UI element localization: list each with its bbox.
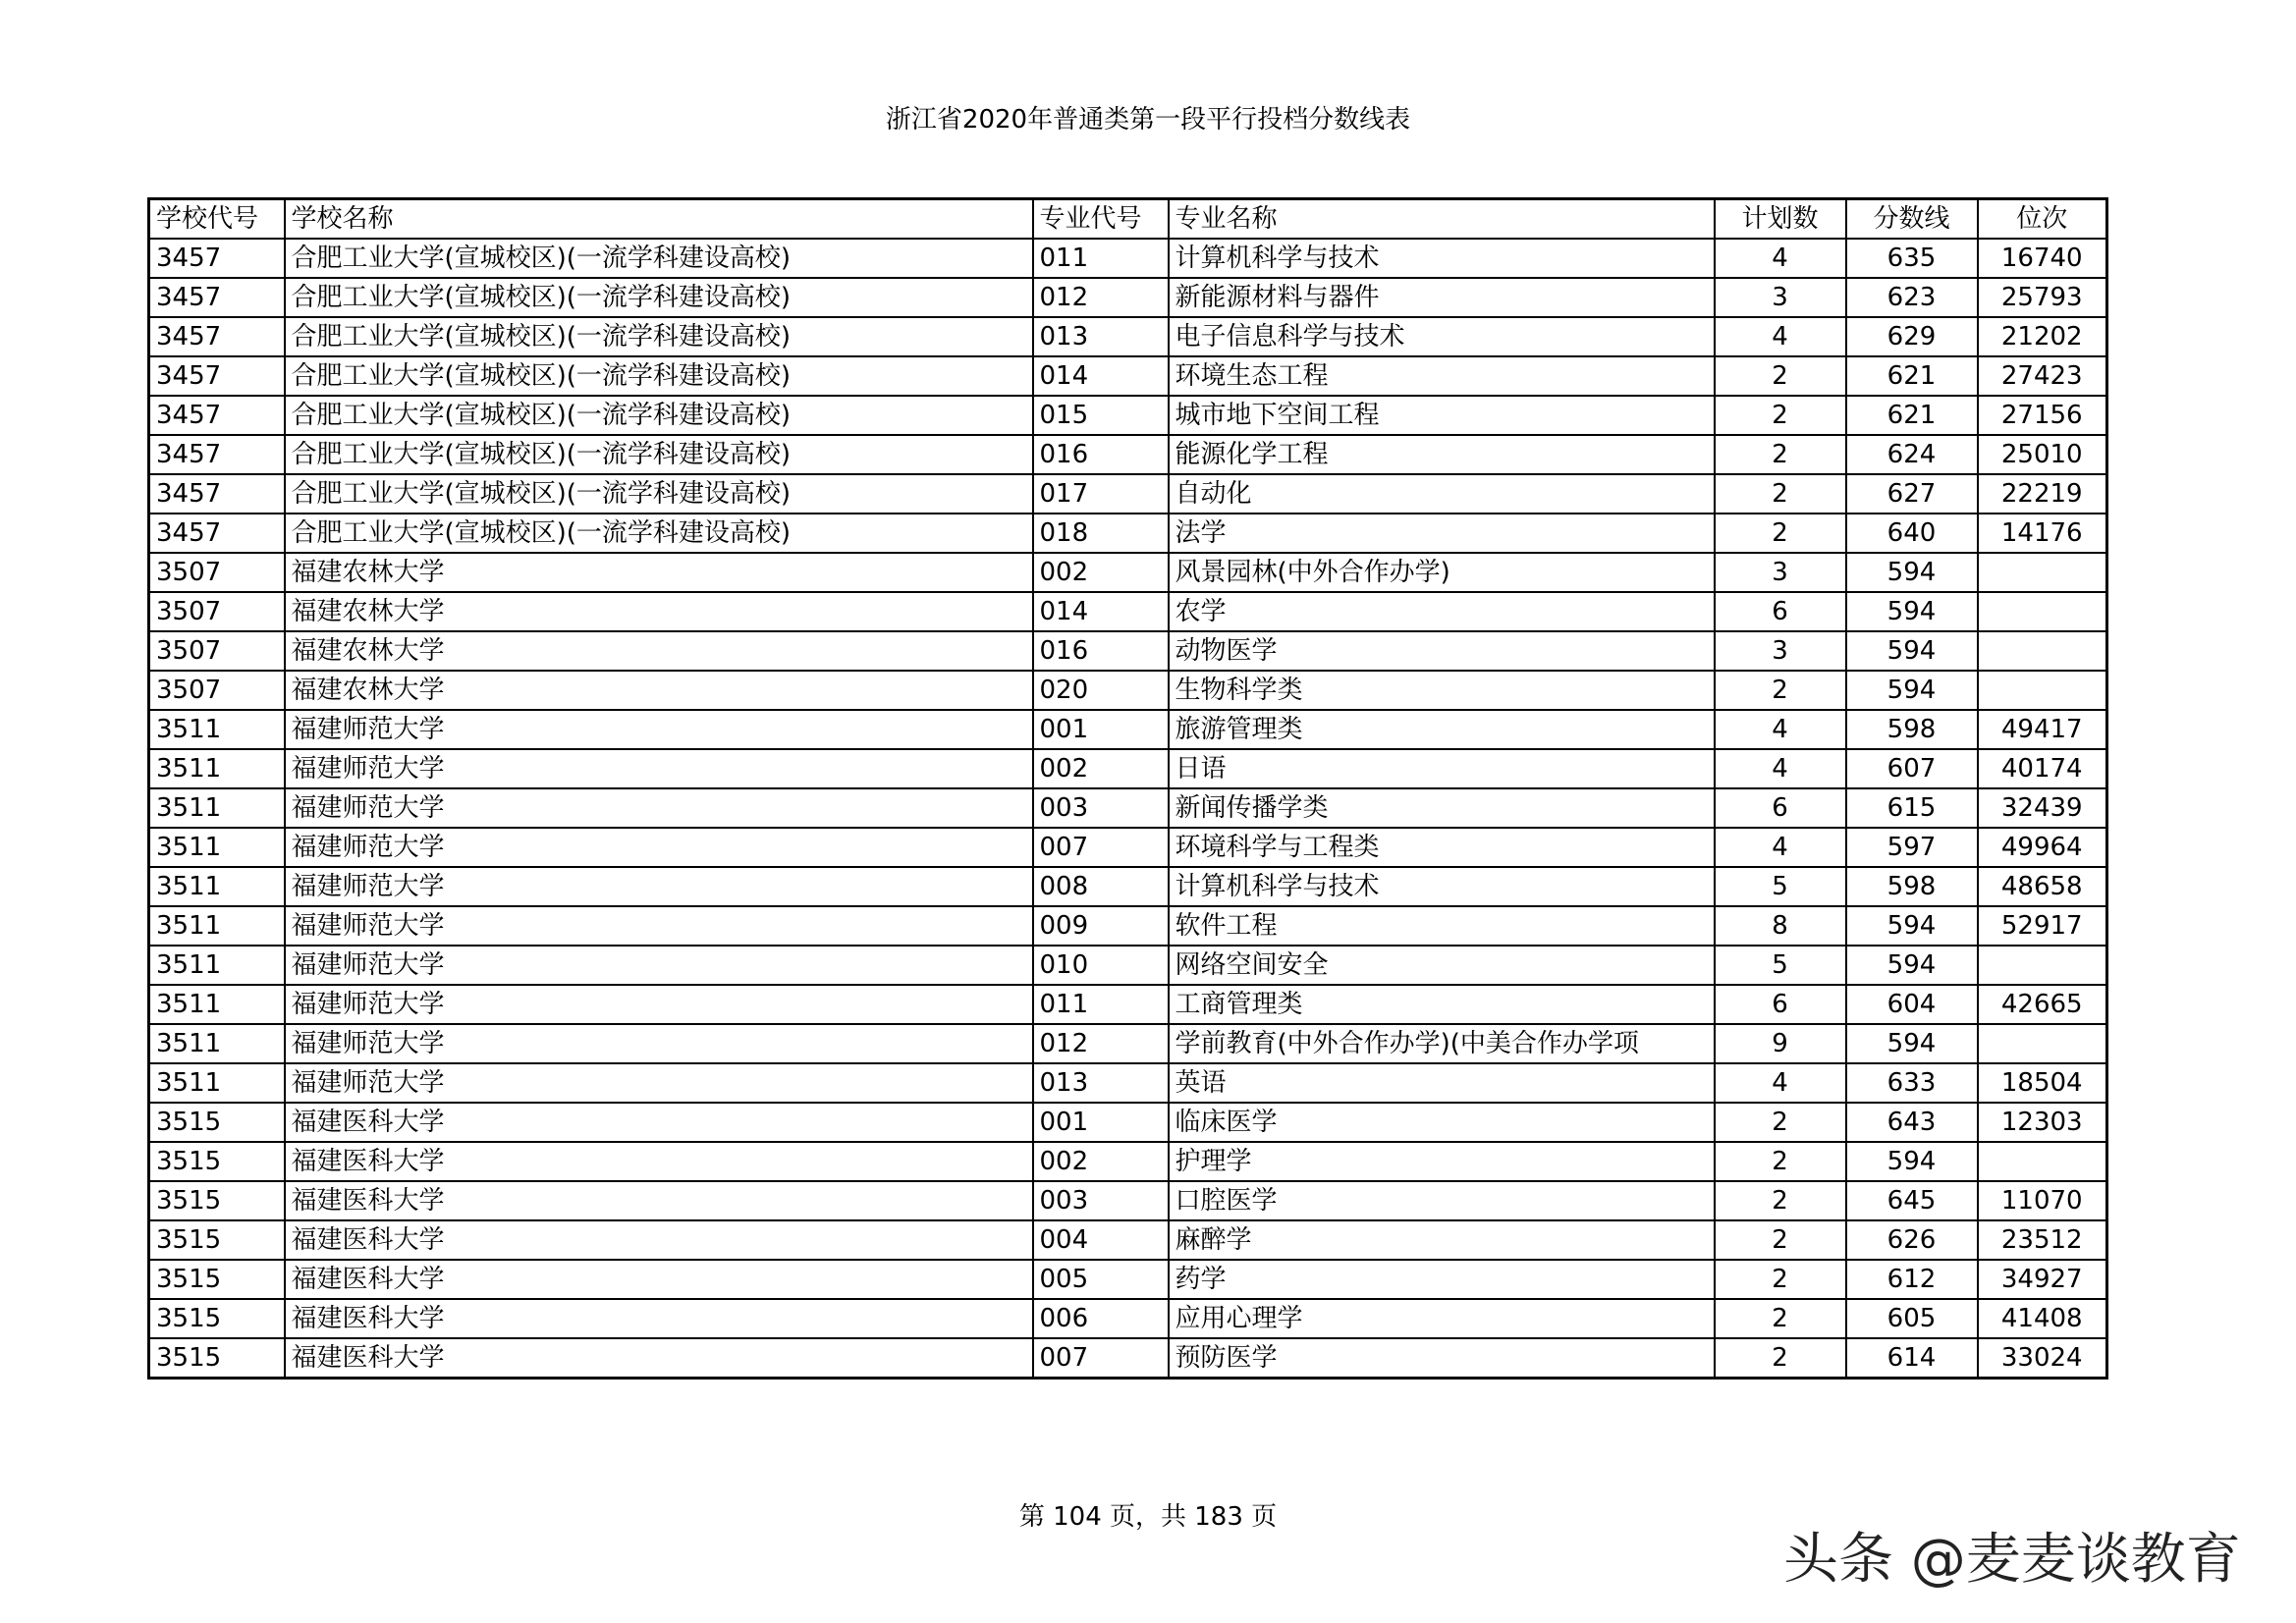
cell-score-line: 594 — [1846, 631, 1978, 671]
cell-major-code: 009 — [1033, 906, 1169, 946]
table-row — [149, 1024, 2107, 1063]
cell-score-line: 594 — [1846, 946, 1978, 985]
cell-school-code: 3457 — [149, 435, 285, 474]
cell-plan-count: 4 — [1715, 317, 1846, 356]
cell-major-name: 法学 — [1169, 514, 1715, 553]
cell-school-name: 福建医科大学 — [285, 1103, 1033, 1142]
column-header-major-code: 专业代号 — [1033, 199, 1169, 240]
cell-major-name: 计算机科学与技术 — [1169, 239, 1715, 278]
column-header-score-line: 分数线 — [1846, 199, 1978, 240]
cell-school-name: 福建农林大学 — [285, 553, 1033, 592]
cell-rank: 41408 — [1978, 1299, 2107, 1338]
cell-plan-count: 6 — [1715, 788, 1846, 828]
cell-score-line: 621 — [1846, 396, 1978, 435]
table-row — [149, 867, 2107, 906]
cell-plan-count: 3 — [1715, 631, 1846, 671]
cell-score-line: 635 — [1846, 239, 1978, 278]
cell-plan-count: 6 — [1715, 592, 1846, 631]
cell-major-name: 软件工程 — [1169, 906, 1715, 946]
cell-plan-count: 2 — [1715, 356, 1846, 396]
cell-score-line: 594 — [1846, 1142, 1978, 1181]
cell-school-code: 3457 — [149, 356, 285, 396]
cell-school-name: 合肥工业大学(宣城校区)(一流学科建设高校) — [285, 278, 1033, 317]
cell-school-name: 福建师范大学 — [285, 1063, 1033, 1103]
table-row — [149, 946, 2107, 985]
cell-major-code: 007 — [1033, 828, 1169, 867]
cell-major-name: 工商管理类 — [1169, 985, 1715, 1024]
cell-score-line: 633 — [1846, 1063, 1978, 1103]
cell-school-code: 3511 — [149, 867, 285, 906]
cell-school-code: 3507 — [149, 671, 285, 710]
cell-rank: 21202 — [1978, 317, 2107, 356]
table-row — [149, 906, 2107, 946]
table-row — [149, 1103, 2107, 1142]
cell-major-code: 006 — [1033, 1299, 1169, 1338]
cell-score-line: 594 — [1846, 671, 1978, 710]
cell-major-code: 014 — [1033, 356, 1169, 396]
cell-plan-count: 5 — [1715, 946, 1846, 985]
cell-major-code: 008 — [1033, 867, 1169, 906]
cell-major-name: 学前教育(中外合作办学)(中美合作办学项 — [1169, 1024, 1715, 1063]
cell-major-name: 应用心理学 — [1169, 1299, 1715, 1338]
cell-major-name: 护理学 — [1169, 1142, 1715, 1181]
cell-school-name: 福建医科大学 — [285, 1260, 1033, 1299]
cell-score-line: 621 — [1846, 356, 1978, 396]
cell-rank: 48658 — [1978, 867, 2107, 906]
cell-major-name: 环境科学与工程类 — [1169, 828, 1715, 867]
cell-rank: 27156 — [1978, 396, 2107, 435]
cell-major-name: 电子信息科学与技术 — [1169, 317, 1715, 356]
cell-score-line: 604 — [1846, 985, 1978, 1024]
cell-school-name: 福建师范大学 — [285, 828, 1033, 867]
cell-score-line: 626 — [1846, 1220, 1978, 1260]
cell-score-line: 629 — [1846, 317, 1978, 356]
cell-plan-count: 4 — [1715, 239, 1846, 278]
cell-major-code: 011 — [1033, 985, 1169, 1024]
cell-plan-count: 2 — [1715, 1260, 1846, 1299]
cell-major-name: 麻醉学 — [1169, 1220, 1715, 1260]
table-row — [149, 788, 2107, 828]
cell-major-name: 农学 — [1169, 592, 1715, 631]
table-row — [149, 1260, 2107, 1299]
cell-rank: 33024 — [1978, 1338, 2107, 1379]
cell-score-line: 605 — [1846, 1299, 1978, 1338]
cell-school-code: 3515 — [149, 1260, 285, 1299]
cell-school-name: 福建师范大学 — [285, 946, 1033, 985]
cell-major-code: 004 — [1033, 1220, 1169, 1260]
table-row — [149, 317, 2107, 356]
table-row — [149, 710, 2107, 749]
cell-school-code: 3515 — [149, 1103, 285, 1142]
table-row — [149, 396, 2107, 435]
cell-rank: 25010 — [1978, 435, 2107, 474]
table-row — [149, 592, 2107, 631]
cell-major-code: 020 — [1033, 671, 1169, 710]
column-header-school-name: 学校名称 — [285, 199, 1033, 240]
cell-school-name: 福建师范大学 — [285, 985, 1033, 1024]
cell-school-code: 3511 — [149, 788, 285, 828]
cell-score-line: 623 — [1846, 278, 1978, 317]
cell-major-name: 生物科学类 — [1169, 671, 1715, 710]
cell-score-line: 594 — [1846, 553, 1978, 592]
cell-rank: 25793 — [1978, 278, 2107, 317]
table-row — [149, 671, 2107, 710]
cell-major-name: 城市地下空间工程 — [1169, 396, 1715, 435]
table-row — [149, 1299, 2107, 1338]
cell-major-name: 旅游管理类 — [1169, 710, 1715, 749]
cell-rank — [1978, 1024, 2107, 1063]
cell-rank: 52917 — [1978, 906, 2107, 946]
cell-school-code: 3515 — [149, 1220, 285, 1260]
cell-rank: 18504 — [1978, 1063, 2107, 1103]
cell-plan-count: 3 — [1715, 278, 1846, 317]
column-header-school-code: 学校代号 — [149, 199, 285, 240]
cell-rank: 27423 — [1978, 356, 2107, 396]
cell-school-name: 福建医科大学 — [285, 1299, 1033, 1338]
table-row — [149, 435, 2107, 474]
cell-school-code: 3515 — [149, 1142, 285, 1181]
cell-major-code: 013 — [1033, 317, 1169, 356]
cell-rank: 23512 — [1978, 1220, 2107, 1260]
cell-major-name: 风景园林(中外合作办学) — [1169, 553, 1715, 592]
table-row — [149, 474, 2107, 514]
cell-plan-count: 2 — [1715, 396, 1846, 435]
table-body — [149, 239, 2107, 1379]
cell-school-code: 3515 — [149, 1299, 285, 1338]
cell-rank — [1978, 553, 2107, 592]
cell-score-line: 594 — [1846, 1024, 1978, 1063]
cell-school-code: 3457 — [149, 317, 285, 356]
score-table — [147, 197, 2108, 1380]
cell-major-code: 012 — [1033, 1024, 1169, 1063]
cell-major-code: 010 — [1033, 946, 1169, 985]
cell-major-code: 002 — [1033, 1142, 1169, 1181]
cell-major-code: 002 — [1033, 553, 1169, 592]
cell-rank — [1978, 1142, 2107, 1181]
cell-school-name: 福建师范大学 — [285, 867, 1033, 906]
cell-score-line: 614 — [1846, 1338, 1978, 1379]
cell-school-name: 福建师范大学 — [285, 1024, 1033, 1063]
page-title: 浙江省2020年普通类第一段平行投档分数线表 — [885, 105, 1411, 135]
cell-plan-count: 2 — [1715, 1220, 1846, 1260]
cell-rank: 22219 — [1978, 474, 2107, 514]
table-row — [149, 278, 2107, 317]
cell-school-name: 福建医科大学 — [285, 1181, 1033, 1220]
cell-school-name: 合肥工业大学(宣城校区)(一流学科建设高校) — [285, 474, 1033, 514]
cell-plan-count: 2 — [1715, 1338, 1846, 1379]
cell-major-code: 011 — [1033, 239, 1169, 278]
table-row — [149, 1063, 2107, 1103]
cell-major-name: 新能源材料与器件 — [1169, 278, 1715, 317]
cell-school-name: 合肥工业大学(宣城校区)(一流学科建设高校) — [285, 396, 1033, 435]
cell-rank: 12303 — [1978, 1103, 2107, 1142]
table-row — [149, 749, 2107, 788]
cell-rank — [1978, 592, 2107, 631]
cell-school-code: 3457 — [149, 514, 285, 553]
cell-school-code: 3511 — [149, 946, 285, 985]
cell-score-line: 594 — [1846, 906, 1978, 946]
table-row — [149, 631, 2107, 671]
cell-school-name: 福建师范大学 — [285, 710, 1033, 749]
cell-major-name: 环境生态工程 — [1169, 356, 1715, 396]
table-row — [149, 1181, 2107, 1220]
cell-school-code: 3515 — [149, 1338, 285, 1379]
table-row — [149, 828, 2107, 867]
cell-school-code: 3507 — [149, 631, 285, 671]
cell-plan-count: 4 — [1715, 828, 1846, 867]
cell-major-name: 英语 — [1169, 1063, 1715, 1103]
cell-school-code: 3511 — [149, 985, 285, 1024]
cell-school-code: 3511 — [149, 1024, 285, 1063]
cell-major-code: 015 — [1033, 396, 1169, 435]
cell-plan-count: 2 — [1715, 671, 1846, 710]
cell-score-line: 624 — [1846, 435, 1978, 474]
table-row — [149, 239, 2107, 278]
cell-plan-count: 8 — [1715, 906, 1846, 946]
cell-rank: 14176 — [1978, 514, 2107, 553]
cell-school-name: 福建农林大学 — [285, 592, 1033, 631]
cell-score-line: 645 — [1846, 1181, 1978, 1220]
column-header-major-name: 专业名称 — [1169, 199, 1715, 240]
cell-major-code: 014 — [1033, 592, 1169, 631]
cell-rank — [1978, 671, 2107, 710]
cell-school-name: 合肥工业大学(宣城校区)(一流学科建设高校) — [285, 317, 1033, 356]
cell-school-code: 3511 — [149, 710, 285, 749]
cell-school-name: 合肥工业大学(宣城校区)(一流学科建设高校) — [285, 356, 1033, 396]
cell-school-code: 3457 — [149, 474, 285, 514]
cell-rank: 40174 — [1978, 749, 2107, 788]
cell-rank: 42665 — [1978, 985, 2107, 1024]
table-row — [149, 553, 2107, 592]
cell-major-name: 网络空间安全 — [1169, 946, 1715, 985]
cell-school-name: 福建农林大学 — [285, 671, 1033, 710]
cell-plan-count: 3 — [1715, 553, 1846, 592]
column-header-plan-count: 计划数 — [1715, 199, 1846, 240]
cell-score-line: 615 — [1846, 788, 1978, 828]
cell-plan-count: 2 — [1715, 435, 1846, 474]
cell-score-line: 597 — [1846, 828, 1978, 867]
cell-major-name: 动物医学 — [1169, 631, 1715, 671]
table-header-row — [149, 199, 2107, 240]
cell-rank — [1978, 946, 2107, 985]
cell-school-code: 3515 — [149, 1181, 285, 1220]
cell-plan-count: 2 — [1715, 1299, 1846, 1338]
cell-plan-count: 4 — [1715, 749, 1846, 788]
cell-rank: 11070 — [1978, 1181, 2107, 1220]
cell-plan-count: 2 — [1715, 1181, 1846, 1220]
cell-school-code: 3511 — [149, 749, 285, 788]
cell-major-code: 005 — [1033, 1260, 1169, 1299]
cell-school-name: 合肥工业大学(宣城校区)(一流学科建设高校) — [285, 239, 1033, 278]
cell-score-line: 594 — [1846, 592, 1978, 631]
cell-major-name: 临床医学 — [1169, 1103, 1715, 1142]
table-row — [149, 985, 2107, 1024]
cell-score-line: 627 — [1846, 474, 1978, 514]
cell-rank: 34927 — [1978, 1260, 2107, 1299]
cell-school-name: 福建师范大学 — [285, 906, 1033, 946]
cell-major-code: 012 — [1033, 278, 1169, 317]
cell-major-code: 003 — [1033, 788, 1169, 828]
table-row — [149, 514, 2107, 553]
table-row — [149, 1338, 2107, 1379]
page-number: 第 104 页，共 183 页 — [1018, 1502, 1278, 1532]
cell-major-code: 001 — [1033, 710, 1169, 749]
cell-rank — [1978, 631, 2107, 671]
cell-plan-count: 4 — [1715, 1063, 1846, 1103]
cell-plan-count: 2 — [1715, 474, 1846, 514]
cell-score-line: 598 — [1846, 710, 1978, 749]
cell-score-line: 612 — [1846, 1260, 1978, 1299]
table-row — [149, 356, 2107, 396]
cell-major-code: 002 — [1033, 749, 1169, 788]
cell-school-code: 3457 — [149, 239, 285, 278]
cell-major-code: 017 — [1033, 474, 1169, 514]
cell-school-code: 3511 — [149, 828, 285, 867]
cell-school-name: 福建农林大学 — [285, 631, 1033, 671]
cell-major-code: 007 — [1033, 1338, 1169, 1379]
cell-school-code: 3511 — [149, 906, 285, 946]
cell-rank: 49964 — [1978, 828, 2107, 867]
cell-plan-count: 4 — [1715, 710, 1846, 749]
cell-school-code: 3457 — [149, 396, 285, 435]
cell-school-name: 福建师范大学 — [285, 749, 1033, 788]
cell-school-name: 福建医科大学 — [285, 1142, 1033, 1181]
cell-plan-count: 6 — [1715, 985, 1846, 1024]
cell-school-code: 3511 — [149, 1063, 285, 1103]
cell-major-code: 003 — [1033, 1181, 1169, 1220]
cell-score-line: 598 — [1846, 867, 1978, 906]
cell-major-code: 016 — [1033, 631, 1169, 671]
cell-plan-count: 9 — [1715, 1024, 1846, 1063]
cell-school-name: 福建医科大学 — [285, 1338, 1033, 1379]
table-row — [149, 1142, 2107, 1181]
cell-major-code: 013 — [1033, 1063, 1169, 1103]
cell-plan-count: 2 — [1715, 1142, 1846, 1181]
cell-major-name: 药学 — [1169, 1260, 1715, 1299]
cell-rank: 49417 — [1978, 710, 2107, 749]
watermark-logo: 头条 @麦麦谈教育 — [1783, 1528, 2241, 1592]
cell-major-code: 016 — [1033, 435, 1169, 474]
cell-school-name: 福建医科大学 — [285, 1220, 1033, 1260]
cell-major-name: 计算机科学与技术 — [1169, 867, 1715, 906]
cell-plan-count: 2 — [1715, 1103, 1846, 1142]
cell-score-line: 607 — [1846, 749, 1978, 788]
cell-score-line: 640 — [1846, 514, 1978, 553]
cell-major-name: 新闻传播学类 — [1169, 788, 1715, 828]
cell-rank: 32439 — [1978, 788, 2107, 828]
cell-major-code: 001 — [1033, 1103, 1169, 1142]
cell-school-code: 3507 — [149, 553, 285, 592]
cell-major-name: 能源化学工程 — [1169, 435, 1715, 474]
cell-score-line: 643 — [1846, 1103, 1978, 1142]
cell-school-code: 3507 — [149, 592, 285, 631]
cell-plan-count: 2 — [1715, 514, 1846, 553]
cell-plan-count: 5 — [1715, 867, 1846, 906]
cell-major-code: 018 — [1033, 514, 1169, 553]
cell-major-name: 自动化 — [1169, 474, 1715, 514]
column-header-rank: 位次 — [1978, 199, 2107, 240]
cell-school-name: 合肥工业大学(宣城校区)(一流学科建设高校) — [285, 514, 1033, 553]
cell-major-name: 预防医学 — [1169, 1338, 1715, 1379]
cell-rank: 16740 — [1978, 239, 2107, 278]
cell-school-name: 福建师范大学 — [285, 788, 1033, 828]
cell-major-name: 日语 — [1169, 749, 1715, 788]
cell-school-code: 3457 — [149, 278, 285, 317]
table-row — [149, 1220, 2107, 1260]
cell-school-name: 合肥工业大学(宣城校区)(一流学科建设高校) — [285, 435, 1033, 474]
cell-major-name: 口腔医学 — [1169, 1181, 1715, 1220]
